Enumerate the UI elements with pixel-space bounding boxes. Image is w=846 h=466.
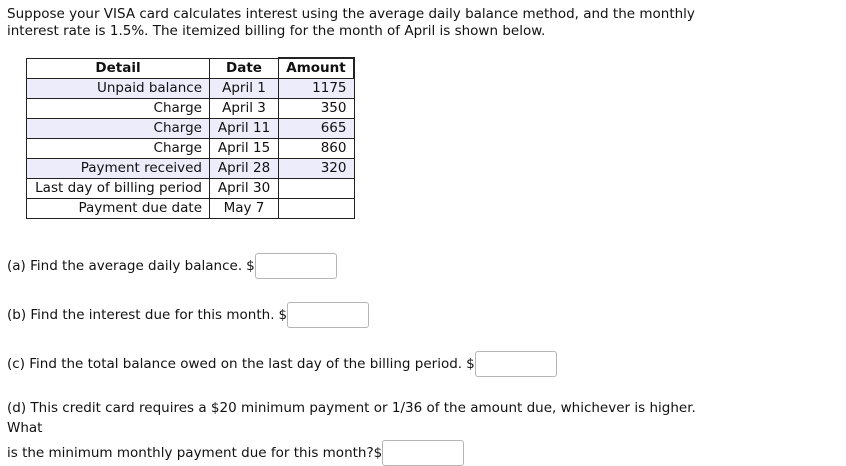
cell-amount: 665 — [279, 119, 355, 139]
problem-statement-line-1: Suppose your VISA card calculates interest using the average daily balance method, and the monthly — [7, 6, 695, 22]
cell-detail: Payment due date — [27, 199, 210, 219]
cell-amount — [279, 179, 355, 199]
header-amount: Amount — [279, 58, 355, 79]
dollar-sign: $ — [373, 445, 383, 461]
cell-date: May 7 — [210, 199, 279, 219]
problem-statement-line-2: interest rate is 1.5%. The itemized billing for the month of April is shown below. — [7, 23, 546, 39]
table-row — [27, 99, 355, 119]
question-d-line-2: is the minimum monthly payment due for this month? — [7, 445, 374, 461]
table-row — [27, 79, 355, 99]
cell-date: April 15 — [210, 139, 279, 159]
cell-date: April 30 — [210, 179, 279, 199]
cell-amount — [279, 199, 355, 219]
table-row — [27, 159, 355, 179]
question-a-text: (a) Find the average daily balance. — [7, 258, 243, 274]
header-detail: Detail — [27, 58, 210, 79]
cell-detail: Last day of billing period — [27, 179, 210, 199]
question-b-text: (b) Find the interest due for this month. — [7, 307, 275, 323]
answer-a-input[interactable] — [255, 253, 337, 279]
table-row — [27, 139, 355, 159]
dollar-sign: $ — [246, 258, 255, 274]
question-c — [7, 351, 557, 377]
header-date: Date — [210, 58, 279, 79]
cell-detail: Charge — [27, 119, 210, 139]
answer-b-input[interactable] — [287, 302, 369, 328]
cell-amount: 350 — [279, 99, 355, 119]
cell-amount: 1175 — [279, 79, 355, 99]
cell-amount: 860 — [279, 139, 355, 159]
cell-date: April 11 — [210, 119, 279, 139]
cell-date: April 28 — [210, 159, 279, 179]
problem-statement — [7, 6, 707, 40]
cell-detail: Charge — [27, 139, 210, 159]
cell-amount: 320 — [279, 159, 355, 179]
cell-date: April 3 — [210, 99, 279, 119]
answer-c-input[interactable] — [475, 351, 557, 377]
table-row — [27, 119, 355, 139]
table-row — [27, 179, 355, 199]
question-a — [7, 253, 337, 279]
question-d-line-2-row — [7, 440, 727, 466]
cell-detail: Charge — [27, 99, 210, 119]
cell-date: April 1 — [210, 79, 279, 99]
billing-table-header-row — [27, 58, 355, 79]
answer-d-input[interactable] — [382, 440, 464, 466]
cell-detail: Payment received — [27, 159, 210, 179]
question-b — [7, 302, 369, 328]
question-d — [7, 398, 727, 466]
dollar-sign: $ — [466, 356, 475, 372]
cell-detail: Unpaid balance — [27, 79, 210, 99]
question-c-text: (c) Find the total balance owed on the last day of the billing period. — [7, 356, 463, 372]
billing-table — [26, 57, 355, 219]
question-d-line-1: (d) This credit card requires a $20 minimum payment or 1/36 of the amount due, whichever is higher. What — [7, 400, 696, 436]
table-row — [27, 199, 355, 219]
dollar-sign: $ — [278, 307, 288, 323]
